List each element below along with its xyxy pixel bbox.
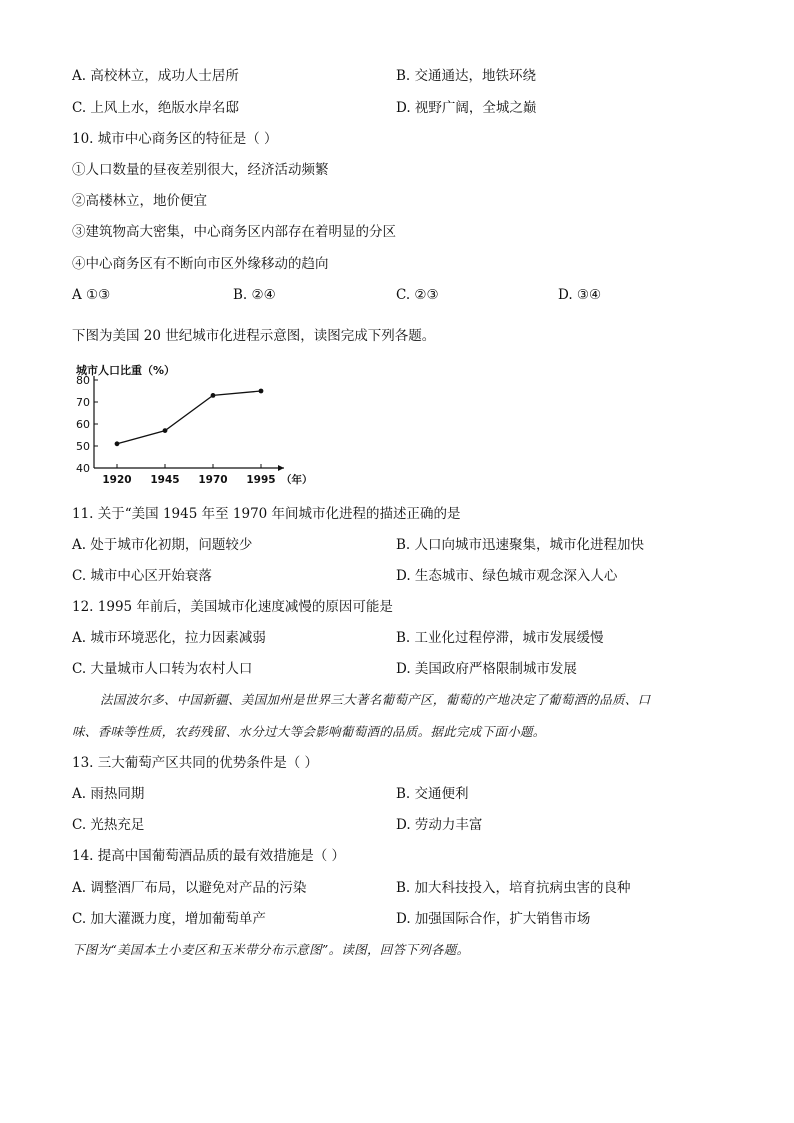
q9-option-a: A. 高校林立，成功人士居所: [72, 68, 239, 84]
q14-option-b: B. 加大科技投入，培育抗病虫害的良种: [396, 880, 631, 896]
y-tick-label-50: 50: [76, 440, 90, 453]
q13-options-row-2: [72, 816, 734, 834]
q11-options-row-1: [72, 536, 734, 554]
q11-option-a: A. 处于城市化初期，问题较少: [72, 537, 253, 553]
grape-intro-line-2: 味、香味等性质，农药残留、水分过大等会影响葡萄酒的品质。据此完成下面小题。: [72, 724, 546, 739]
q10-item-4: ④中心商务区有不断向市区外缘移动的趋向: [72, 256, 329, 272]
q14-options-row-2: [72, 910, 734, 928]
q11-option-d: D. 生态城市、绿色城市观念深入人心: [396, 568, 618, 584]
q12-option-a: A. 城市环境恶化，拉力因素减弱: [72, 630, 266, 646]
q11-option-b: B. 人口向城市迅速聚集，城市化进程加快: [396, 537, 645, 553]
chart-title: 城市人口比重（%）: [76, 364, 176, 377]
q10-option-a: A ①③: [72, 287, 111, 303]
q10-option-c: C. ②③: [396, 287, 439, 303]
x-tick-label-1995: 1995: [246, 474, 276, 486]
chart-y-ticks: [76, 374, 98, 475]
q14-option-a: A. 调整酒厂布局，以避免对产品的污染: [72, 880, 307, 896]
q10-options-row: [72, 286, 734, 304]
q13-option-c: C. 光热充足: [72, 817, 145, 833]
q13-option-d: D. 劳动力丰富: [396, 817, 483, 833]
data-point-1995: [259, 389, 264, 394]
q13-option-b: B. 交通便利: [396, 786, 469, 802]
q13-option-a: A. 雨热同期: [72, 786, 145, 802]
q11-options-row-2: [72, 567, 734, 585]
q10-item-3: ③建筑物高大密集，中心商务区内部存在着明显的分区: [72, 224, 396, 240]
q14-options-row-1: [72, 879, 734, 897]
x-axis-arrow: [278, 465, 284, 471]
series-line: [117, 391, 261, 444]
y-tick-label-40: 40: [76, 462, 90, 475]
q9-options-row-2: [72, 99, 734, 117]
q9-option-b: B. 交通通达，地铁环绕: [396, 68, 537, 84]
q14-option-c: C. 加大灌溉力度，增加葡萄单产: [72, 911, 266, 927]
x-tick-label-1970: 1970: [198, 474, 228, 486]
q12-options-row-2: [72, 660, 734, 678]
q12-options-row-1: [72, 629, 734, 647]
q9-options-row-1: [72, 67, 734, 85]
data-point-1970: [211, 393, 216, 398]
q13-stem: 13. 三大葡萄产区共同的优势条件是（ ）: [72, 755, 319, 771]
usa-urbanization-intro: 下图为美国 20 世纪城市化进程示意图，读图完成下列各题。: [72, 328, 436, 344]
wheat-corn-intro: 下图为“美国本土小麦区和玉米带分布示意图”。读图，回答下列各题。: [72, 942, 470, 957]
data-point-1945: [163, 428, 168, 433]
q10-stem: 10. 城市中心商务区的特征是（ ）: [72, 131, 278, 147]
y-tick-label-60: 60: [76, 418, 90, 431]
q12-stem: 12. 1995 年前后，美国城市化速度减慢的原因可能是: [72, 599, 393, 615]
chart-series: [115, 389, 264, 447]
grape-intro-line-1: 法国波尔多、中国新疆、美国加州是世界三大著名葡萄产区，葡萄的产地决定了葡萄酒的品质、口: [100, 692, 651, 707]
q10-item-1: ①人口数量的昼夜差别很大，经济活动频繁: [72, 162, 329, 178]
q14-option-d: D. 加强国际合作，扩大销售市场: [396, 911, 591, 927]
q10-option-d: D. ③④: [558, 287, 602, 303]
q11-option-c: C. 城市中心区开始衰落: [72, 568, 212, 584]
chart-axes: [94, 376, 284, 471]
x-axis-unit-label: （年）: [281, 474, 313, 486]
urbanization-line-chart: [62, 358, 313, 488]
q9-option-d: D. 视野广阔，全城之巅: [396, 100, 537, 116]
x-tick-label-1945: 1945: [150, 474, 180, 486]
q9-option-c: C. 上风上水，绝版水岸名邸: [72, 100, 239, 116]
q14-stem: 14. 提高中国葡萄酒品质的最有效措施是（ ）: [72, 848, 346, 864]
q11-stem: 11. 关于“美国 1945 年至 1970 年间城市化进程的描述正确的是: [72, 506, 461, 522]
y-tick-label-70: 70: [76, 396, 90, 409]
q10-option-b: B. ②④: [233, 287, 276, 303]
x-tick-label-1920: 1920: [102, 474, 132, 486]
q12-option-d: D. 美国政府严格限制城市发展: [396, 661, 577, 677]
q13-options-row-1: [72, 785, 734, 803]
q12-option-b: B. 工业化过程停滞，城市发展缓慢: [396, 630, 604, 646]
data-point-1920: [115, 441, 120, 446]
y-tick-label-80: 80: [76, 374, 90, 387]
q10-item-2: ②高楼林立，地价便宜: [72, 193, 207, 209]
q12-option-c: C. 大量城市人口转为农村人口: [72, 661, 253, 677]
